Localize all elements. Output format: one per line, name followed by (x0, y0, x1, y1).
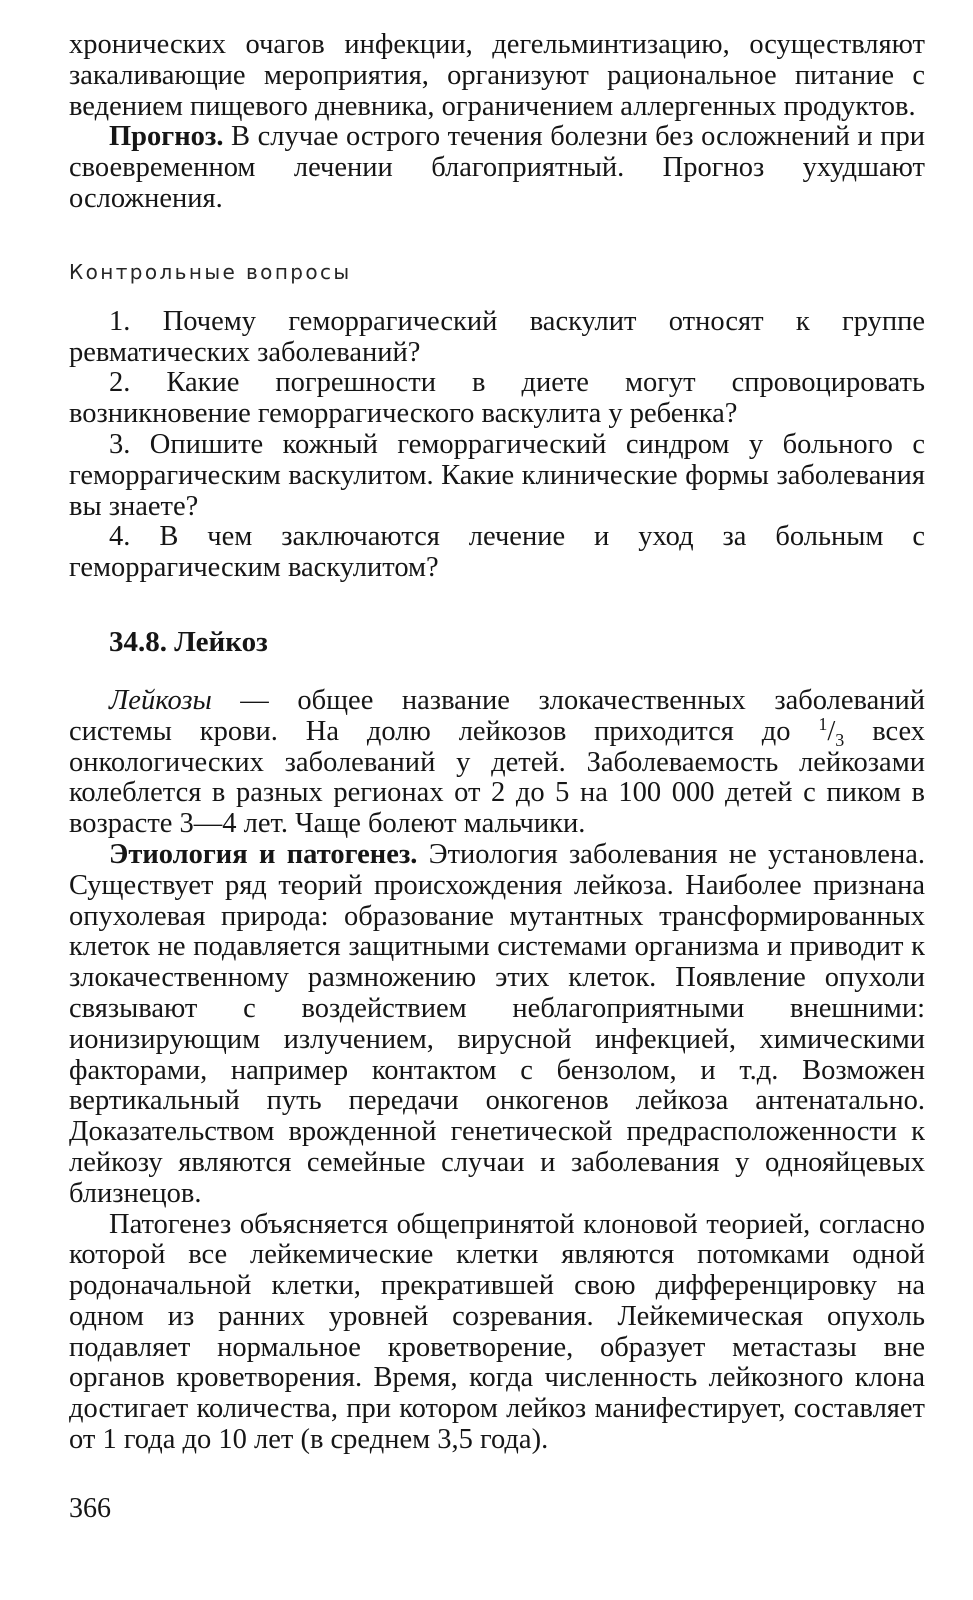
prognosis-label: Прогноз. (109, 121, 224, 153)
fraction (818, 713, 845, 750)
intro-text-1: — общее название злокачественных заболеваний системы крови. На долю лейкозов приходится до (69, 684, 925, 747)
intro-text-2: всех онкологических заболеваний у детей. Заболеваемость лейкозами колеблется в разных регионах от 2 до 5 на 100 000 детей с пиком в возрасте 3—4 лет. Чаще болеют мальчики. (69, 715, 926, 840)
etiology-label: Этиология и патогенез. (109, 838, 418, 870)
fraction-numerator: 1 (818, 713, 828, 734)
etiology-text: Этиология заболевания не установлена. Существует ряд теорий происхождения лейкоза. Наиболее признана опухолевая природа: образование мутантных трансформированных клеток не подавляется защитными системами организма и приводит к злокачественному размножению этих клеток. Появление опухоли связывают с воздействием неблагоприятными внешними: ионизирующим излучением, вирусной инфекцией, химическими факторами, например контактом с бензолом, и т.д. Возможен вертикальный путь передачи онкогенов лейкоза антенатально. Доказательством врожденной генетической предрасположенности к лейкозу являются семейные случаи и заболевания у однояйцевых близнецов. (69, 838, 925, 1209)
paragraph-prognosis (69, 122, 925, 214)
section-title: 34.8. Лейкоз (109, 625, 268, 658)
paragraph-intro (69, 686, 925, 840)
questions-list (69, 307, 925, 584)
paragraph-continuation: хронических очагов инфекции, дегельминтизацию, осуществляют закаливающие мероприятия, организуют рациональное питание с ведением пищевого дневника, ограничением аллергенных продуктов. (69, 29, 925, 122)
questions-heading: Контрольные вопросы (69, 259, 352, 284)
intro-term: Лейкозы (109, 684, 212, 716)
fraction-denominator: 3 (835, 729, 845, 750)
page-body (69, 30, 925, 1456)
fraction-slash: / (827, 715, 836, 747)
paragraph-pathogenesis: Патогенез объясняется общепринятой клоновой теорией, согласно которой все лейкемические клетки являются потомками одной родоначальной клетки, прекратившей свою дифференцировку на одном из ранних уровней созревания. Лейкемическая опухоль подавляет нормальное кроветворение, образует метастазы вне органов кроветворения. Время, когда численность лейкозного клона достигает количества, при котором лейкоз манифестирует, составляет от 1 года до 10 лет (в среднем 3,5 года). (69, 1208, 925, 1456)
question-item: 2. Какие погрешности в диете могут спровоцировать возникновение геморрагического васкулита у ребенка? (69, 367, 925, 430)
question-item: 1. Почему геморрагический васкулит относят к группе ревматических заболеваний? (69, 305, 925, 368)
prognosis-text: В случае острого течения болезни без осложнений и при своевременном лечении благоприятный. Прогноз ухудшают осложнения. (69, 121, 925, 214)
page-number: 366 (69, 1493, 111, 1524)
paragraph-etiology (69, 840, 925, 1210)
question-item: 3. Опишите кожный геморрагический синдром у больного с геморрагическим васкулитом. Какие клинические формы заболевания вы знаете? (69, 428, 925, 522)
question-item: 4. В чем заключаются лечение и уход за больным с геморрагическим васкулитом? (69, 521, 925, 584)
